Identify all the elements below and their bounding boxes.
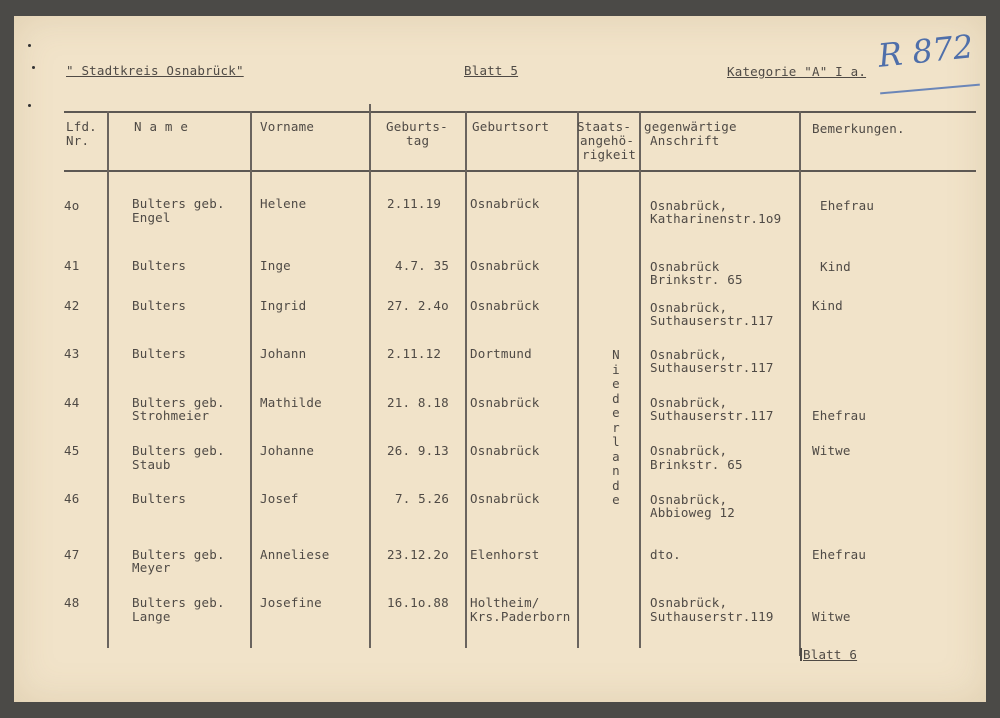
- row-48-bemerkung: Witwe: [812, 609, 851, 624]
- column-divider: [577, 111, 579, 648]
- row-43-name: Bulters: [132, 346, 187, 361]
- row-48-geburtsort-line1: Holtheim/: [470, 595, 540, 610]
- row-47-anschrift: dto.: [650, 547, 681, 562]
- row-44-anschrift-line1: Osnabrück,: [650, 395, 728, 410]
- row-47-geburtsort: Elenhorst: [470, 547, 540, 562]
- sheet-number: Blatt 5: [464, 63, 519, 78]
- row-47-bemerkung: Ehefrau: [812, 547, 867, 562]
- row-40-vorname: Helene: [260, 196, 307, 211]
- row-40-nr: 4o: [64, 198, 80, 213]
- row-46-anschrift-line2: Abbioweg 12: [650, 505, 735, 520]
- row-42-geburtstag: 27. 2.4o: [387, 298, 449, 313]
- row-45-name-line2: Staub: [132, 457, 171, 472]
- row-40-name-line1: Bulters geb.: [132, 196, 225, 211]
- nationality-vertical: Niederlande: [612, 347, 620, 507]
- row-40-geburtsort: Osnabrück: [470, 196, 540, 211]
- index-card: [14, 16, 986, 702]
- margin-dot: [28, 104, 31, 107]
- row-45-geburtsort: Osnabrück: [470, 443, 540, 458]
- header-geburtsort: Geburtsort: [472, 119, 550, 134]
- row-48-anschrift-line2: Suthauserstr.119: [650, 609, 774, 624]
- row-43-anschrift-line2: Suthauserstr.117: [650, 360, 774, 375]
- row-45-bemerkung: Witwe: [812, 443, 851, 458]
- row-40-bemerkung: Ehefrau: [820, 198, 875, 213]
- header-vorname: Vorname: [260, 119, 315, 134]
- header-staats-line3: rigkeit: [582, 147, 637, 162]
- row-44-nr: 44: [64, 395, 80, 410]
- row-42-bemerkung: Kind: [812, 298, 843, 313]
- row-45-anschrift-line2: Brinkstr. 65: [650, 457, 743, 472]
- row-40-name-line2: Engel: [132, 210, 171, 225]
- header-geburtstag-line2: tag: [406, 133, 430, 148]
- row-46-geburtsort: Osnabrück: [470, 491, 540, 506]
- table-header-rule: [64, 170, 976, 172]
- header-bemerkungen: Bemerkungen.: [812, 121, 905, 136]
- row-44-name-line2: Strohmeier: [132, 408, 210, 423]
- header-nr-line2: Nr.: [66, 133, 90, 148]
- margin-dot: [28, 44, 31, 47]
- row-45-vorname: Johanne: [260, 443, 315, 458]
- row-43-nr: 43: [64, 346, 80, 361]
- margin-dot: [32, 66, 35, 69]
- header-anschrift-line2: Anschrift: [650, 133, 720, 148]
- column-divider: [250, 111, 252, 648]
- row-47-vorname: Anneliese: [260, 547, 330, 562]
- row-40-geburtstag: 2.11.19: [387, 196, 442, 211]
- row-41-geburtsort: Osnabrück: [470, 258, 540, 273]
- header-geburtstag-line1: Geburts-: [386, 119, 448, 134]
- row-44-anschrift-line2: Suthauserstr.117: [650, 408, 774, 423]
- header-staats-line1: Staats-: [577, 119, 632, 134]
- row-44-bemerkung: Ehefrau: [812, 408, 867, 423]
- row-40-anschrift-line1: Osnabrück,: [650, 198, 728, 213]
- district-label: " Stadtkreis Osnabrück": [66, 63, 244, 78]
- row-48-geburtstag: 16.1o.88: [387, 595, 449, 610]
- next-sheet-label: Blatt 6: [803, 647, 858, 662]
- row-42-geburtsort: Osnabrück: [470, 298, 540, 313]
- row-46-name: Bulters: [132, 491, 187, 506]
- row-41-bemerkung: Kind: [820, 259, 851, 274]
- row-47-name-line2: Meyer: [132, 560, 171, 575]
- row-44-geburtstag: 21. 8.18: [387, 395, 449, 410]
- row-40-anschrift-line2: Katharinenstr.1o9: [650, 211, 782, 226]
- row-46-vorname: Josef: [260, 491, 299, 506]
- column-divider: [465, 111, 467, 648]
- row-48-name-line1: Bulters geb.: [132, 595, 225, 610]
- row-42-nr: 42: [64, 298, 80, 313]
- row-42-name: Bulters: [132, 298, 187, 313]
- row-47-nr: 47: [64, 547, 80, 562]
- table-top-rule: [64, 111, 976, 113]
- row-43-geburtsort: Dortmund: [470, 346, 532, 361]
- row-48-vorname: Josefine: [260, 595, 322, 610]
- row-45-nr: 45: [64, 443, 80, 458]
- row-48-name-line2: Lange: [132, 609, 171, 624]
- header-nr-line1: Lfd.: [66, 119, 97, 134]
- row-41-geburtstag: 4.7. 35: [395, 258, 450, 273]
- row-46-geburtstag: 7. 5.26: [395, 491, 450, 506]
- handwritten-underline: [880, 84, 980, 95]
- row-42-anschrift-line2: Suthauserstr.117: [650, 313, 774, 328]
- row-44-geburtsort: Osnabrück: [470, 395, 540, 410]
- header-anschrift-line1: gegenwärtige: [644, 119, 737, 134]
- row-41-name: Bulters: [132, 258, 187, 273]
- row-41-anschrift-line2: Brinkstr. 65: [650, 272, 743, 287]
- column-divider: [107, 111, 109, 648]
- row-48-anschrift-line1: Osnabrück,: [650, 595, 728, 610]
- row-43-geburtstag: 2.11.12: [387, 346, 442, 361]
- row-47-geburtstag: 23.12.2o: [387, 547, 449, 562]
- row-41-nr: 41: [64, 258, 80, 273]
- row-42-anschrift-line1: Osnabrück,: [650, 300, 728, 315]
- column-divider: [639, 111, 641, 648]
- row-41-vorname: Inge: [260, 258, 291, 273]
- category-label: Kategorie "A" I a.: [727, 64, 867, 79]
- row-47-name-line1: Bulters geb.: [132, 547, 225, 562]
- column-divider: [799, 111, 801, 656]
- row-44-vorname: Mathilde: [260, 395, 322, 410]
- row-48-geburtsort-line2: Krs.Paderborn: [470, 609, 571, 624]
- next-sheet-reference: [800, 648, 857, 662]
- row-44-name-line1: Bulters geb.: [132, 395, 225, 410]
- row-48-nr: 48: [64, 595, 80, 610]
- row-45-anschrift-line1: Osnabrück,: [650, 443, 728, 458]
- row-45-geburtstag: 26. 9.13: [387, 443, 449, 458]
- row-43-vorname: Johann: [260, 346, 307, 361]
- row-42-vorname: Ingrid: [260, 298, 307, 313]
- row-46-anschrift-line1: Osnabrück,: [650, 492, 728, 507]
- column-divider: [369, 104, 371, 648]
- row-46-nr: 46: [64, 491, 80, 506]
- row-45-name-line1: Bulters geb.: [132, 443, 225, 458]
- header-name: N a m e: [134, 119, 189, 134]
- header-staats-line2: angehö-: [580, 133, 635, 148]
- row-43-anschrift-line1: Osnabrück,: [650, 347, 728, 362]
- archive-reference-handwritten: R 872: [876, 27, 976, 75]
- bracket-mark: [800, 648, 802, 661]
- row-41-anschrift-line1: Osnabrück: [650, 259, 720, 274]
